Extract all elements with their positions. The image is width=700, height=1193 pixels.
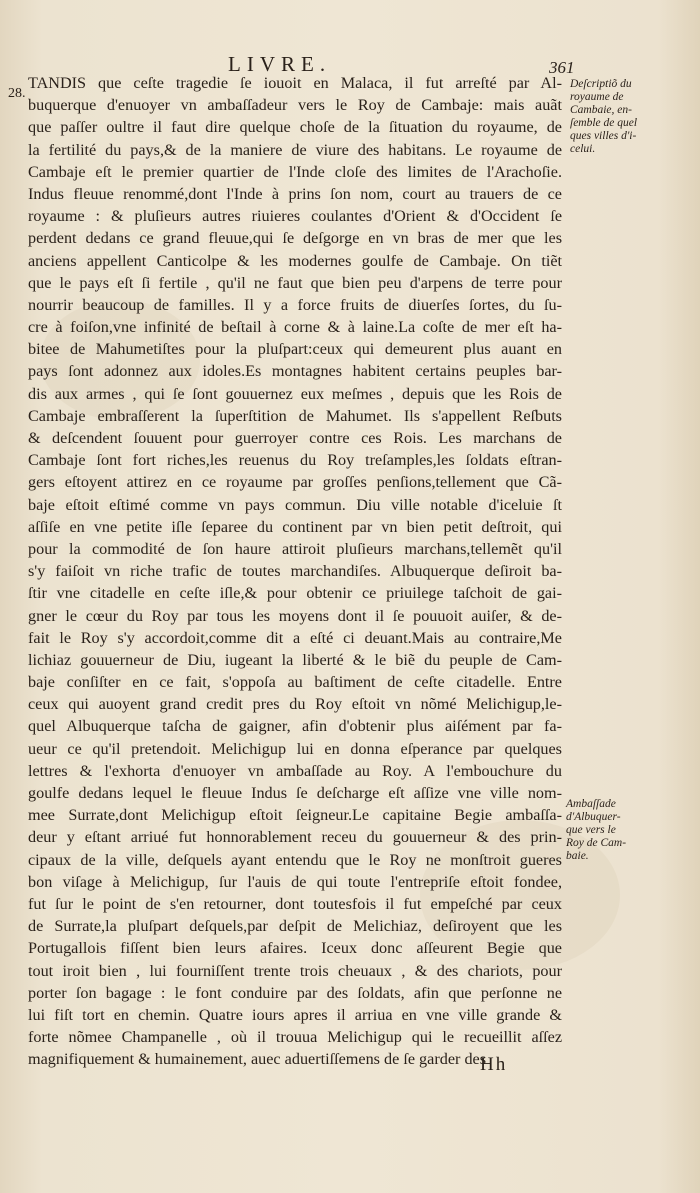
margin-note-line: Cambaie, en- xyxy=(570,104,632,116)
text-line: que le pays eſt ſi fertile , qu'il ne faut que bien peu d'arpens de terre pour xyxy=(28,273,562,292)
text-line: fut ſur le point de s'en retourner, dont toutesfois il fut empeſché par ceux xyxy=(28,894,562,913)
text-line: ſtir vne citadelle en ceſte iſle,& pour obtenir ce priuilege taſchoit de gai- xyxy=(28,584,562,603)
text-line: Indus fleuue renommé,dont l'Inde à prins ſon nom, court au trauers de ce xyxy=(28,184,562,203)
margin-note-line: ſemble de quel xyxy=(570,117,638,129)
text-line: de Surrate,la pluſpart deſquels,par deſpit de Melichiaz, deſiroyent que les xyxy=(28,917,562,936)
text-line: nourrir beaucoup de familles. Il y a force fruits de diuerſes ſortes, du ſu- xyxy=(28,295,562,314)
text-line: perdent dedans ce grand fleuue,qui ſe deſgorge en vn bras de mer que les xyxy=(28,229,562,248)
text-line: quel Albuquerque taſcha de gaigner, afin d'obtenir plus aiſément par fa- xyxy=(28,717,562,736)
text-line: mee Surrate,dont Melichigup eſtoit ſeigneur.Le capitaine Begie ambaſſa- xyxy=(28,806,562,825)
text-line: magnifiquement & humainement, auec aduertiſſemens de ſe garder des xyxy=(28,1050,487,1069)
text-line: Cambaje ſont fort riches,les reuenus du Roy treſamples,les ſoldats eſtran- xyxy=(28,451,562,470)
margin-note-line: Deſcriptiõ du xyxy=(570,78,632,90)
text-line: ueur ce qu'il pretendoit. Melichigup lui en donna eſperance par quelques xyxy=(28,739,562,758)
text-line: baje conſiſter en ce fait, s'oppoſa au baſtiment de ceſte citadelle. Entre xyxy=(28,673,562,692)
text-line: aſſiſe en vne petite iſle ſeparee du continent par vn bien petit deſtroit, qui xyxy=(28,517,562,536)
text-line: que paſſer oultre il faut dire quelque choſe de la ſituation du royaume, de xyxy=(28,118,562,137)
text-line: Portugallois fiſſent bien leurs afaires. Iceux donc aſſeurent Begie que xyxy=(28,939,562,958)
text-line: tout iroit bien , lui fourniſſent trente trois cheuaux , & des chariots, pour xyxy=(28,961,562,980)
text-line: dis aux armes , qui ſe ſont gouuernez eux meſmes , depuis que les Rois de xyxy=(28,384,562,403)
text-line: bon viſage à Melichigup, ſur l'auis de qui toute l'entrepriſe eſtoit fondee, xyxy=(28,872,562,891)
text-line: lettres & l'exhorta d'enuoyer vn ambaſſade au Roy. A l'embouchure du xyxy=(28,761,562,780)
text-line: anciens appellent Canticolpe & les modernes goulfe de Cambaje. On tiẽt xyxy=(28,251,562,270)
signature-mark: Hh xyxy=(480,1054,508,1075)
margin-note-line: Ambaſſade xyxy=(566,798,616,810)
text-line: cipaux de la ville, deſquels ayant entendu que le Roy ne monſtroit gueres xyxy=(28,850,562,869)
text-line: baje eſtoit eſtimé comme vn pays commun. Diu ville notable d'iceluie ſt xyxy=(28,495,562,514)
margin-note-line: royaume de xyxy=(570,91,624,103)
text-line: porter ſon bagage : le font conduire par des ſoldats, afin que perſonne ne xyxy=(28,983,562,1002)
text-line: TANDIS que ceſte tragedie ſe iouoit en Malaca, il fut arreſté par Al- xyxy=(28,74,562,92)
text-line: Cambaje eſt le premier quartier de l'Inde cloſe des limites de l'Arachoſie. xyxy=(28,162,562,181)
margin-note-description xyxy=(570,78,688,156)
text-line: royaume : & pluſieurs autres riuieres coulantes d'Orient & d'Occident ſe xyxy=(28,207,562,226)
margin-note-line: baie. xyxy=(566,850,589,862)
text-line: Cambaje embraſſerent la ſuperſtition de Mahumet. Ils s'appellent Reſbuts xyxy=(28,406,562,425)
margin-note-line: Roy de Cam- xyxy=(566,837,627,849)
running-title: LIVRE. xyxy=(228,52,332,76)
margin-note-line: ques villes d'i- xyxy=(570,130,637,142)
margin-note-embassy xyxy=(566,798,684,863)
text-line: goulfe dedans lequel le fleuue Indus ſe deſcharge eſt aſſize vne ville nom- xyxy=(28,784,562,802)
text-line: pour la commodité de ſon haure attiroit pluſieurs marchans,tellemẽt qu'il xyxy=(28,539,562,558)
text-line: fait le Roy s'y accordoit,comme dit a eſté ci deuant.Mais au contraire,Me xyxy=(28,628,562,647)
text-line: & deſcendent ſouuent pour guerroyer contre ces Rois. Les marchans de xyxy=(28,429,562,447)
margin-note-line: que vers le xyxy=(566,824,616,836)
text-line: lichiaz gouuerneur de Diu, iugeant la liberté & le biẽ du peuple de Cam- xyxy=(28,650,562,669)
text-line: ceux qui auoyent grand credit pres du Roy eſtoit vn nõmé Melichigup,le- xyxy=(28,695,562,714)
margin-note-line: celui. xyxy=(570,143,596,155)
main-text-block xyxy=(28,72,562,1070)
text-line: pays ſont adonnez aux idoles.Es montagnes habitent certains peuples bar- xyxy=(28,362,562,381)
text-line: gner le cœur du Roy par tous les moyens dont il ſe pouuoit auiſer, & de- xyxy=(28,606,562,625)
text-line: bitee de Mahumetiſtes pour la pluſpart:ceux qui demeurent plus auant en xyxy=(28,340,562,359)
section-number: 28. xyxy=(8,86,26,101)
folio-number: 361 xyxy=(549,58,575,77)
text-line: gers eſtoyent attirez en ce royaume par groſſes penſions,tellement que Cã- xyxy=(28,473,562,492)
text-line: buquerque d'enuoyer vn ambaſſadeur vers le Roy de Cambaje: mais auãt xyxy=(28,96,562,115)
text-line: cre à foiſon,vne infinité de beſtail à corne & à laine.La coſte de mer eſt ha- xyxy=(28,318,562,337)
margin-note-line: d'Albuquer- xyxy=(566,811,621,823)
text-line: la fertilité du pays,& de la maniere de viure des habitans. Le royaume de xyxy=(28,140,562,159)
text-line: lui fiſt tort en chemin. Quatre iours apres il arriua en vne ville grande & xyxy=(28,1005,562,1024)
text-line: s'y faiſoit vn riche trafic de toutes marchandiſes. Albuquerque deſiroit ba- xyxy=(28,562,562,581)
text-line: deur y eſtant arriué fut honnorablement receu du gouuerneur & des prin- xyxy=(28,828,562,847)
text-line: forte nõmee Champanelle , où il trouua Melichigup qui le recueillit aſſez xyxy=(28,1028,562,1047)
